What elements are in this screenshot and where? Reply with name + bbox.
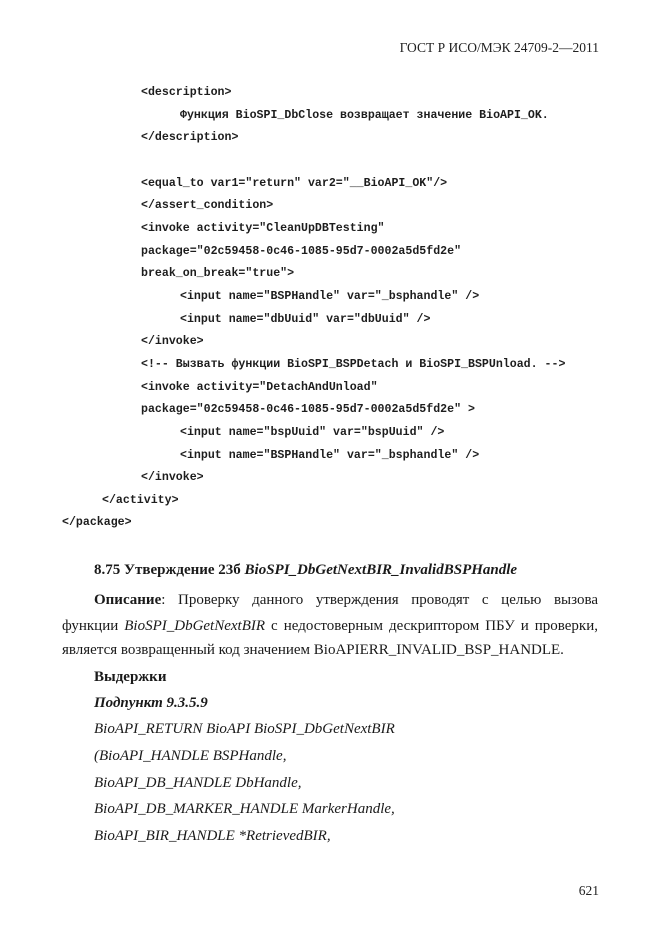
code-line: <description> [141,86,232,99]
code-line: <input name="BSPHandle" var="_bsphandle" /> [180,449,480,462]
code-line: <equal_to var1="return" var2="__BioAPI_OK"/> [141,177,448,190]
page-number: 621 [578,883,599,898]
description-line-1 [62,588,598,612]
description-text: : Проверку данного утверждения проводят с целью вызова [161,592,598,608]
section-title-name: BioSPI_DbGetNextBIR_InvalidBSPHandle [244,562,518,578]
code-line: </invoke> [141,335,204,348]
code-line: package="02c59458-0c46-1085-95d7-0002a5d5fd2e" > [141,403,475,416]
excerpts-heading: Выдержки [94,669,167,685]
section-title [94,562,517,579]
signature-line: BioAPI_RETURN BioAPI BioSPI_DbGetNextBIR [94,721,395,737]
code-line: <input name="bspUuid" var="bspUuid" /> [180,426,445,439]
code-line: <invoke activity="CleanUpDBTesting" [141,222,385,235]
code-line: package="02c59458-0c46-1085-95d7-0002a5d5fd2e" [141,245,462,258]
code-line: </description> [141,131,239,144]
signature-line: BioAPI_DB_MARKER_HANDLE MarkerHandle, [94,801,395,817]
code-line: </invoke> [141,471,204,484]
signature-line: (BioAPI_HANDLE BSPHandle, [94,748,287,764]
description-line-2 [62,614,598,638]
code-line: Функция BioSPI_DbClose возвращает значение BioAPI_OK. [180,109,549,122]
code-line: <invoke activity="DetachAndUnload" [141,381,378,394]
code-line: </package> [62,516,132,529]
page-header: ГОСТ Р ИСО/МЭК 24709-2—2011 [399,40,599,55]
code-line: <input name="BSPHandle" var="_bsphandle" /> [180,290,480,303]
code-line: <input name="dbUuid" var="dbUuid" /> [180,313,431,326]
code-line: break_on_break="true"> [141,267,295,280]
description-line-3: является возвращенный код значением BioAPIERR_INVALID_BSP_HANDLE. [62,642,564,658]
description-label: Описание [94,592,162,608]
description-text: функции [62,618,125,634]
function-name: BioSPI_DbGetNextBIR [124,618,266,634]
section-title-prefix: 8.75 Утверждение 23б [94,562,245,578]
subclause-heading: Подпункт 9.3.5.9 [94,695,208,711]
code-line: </activity> [102,494,179,507]
code-comment-line: <!-- Вызвать функции BioSPI_BSPDetach и BioSPI_BSPUnload. --> [141,358,566,371]
signature-line: BioAPI_DB_HANDLE DbHandle, [94,775,302,791]
description-text: с недостоверным дескриптором ПБУ и проверки, [265,618,598,634]
code-line: </assert_condition> [141,199,274,212]
signature-line: BioAPI_BIR_HANDLE *RetrievedBIR, [94,828,331,844]
